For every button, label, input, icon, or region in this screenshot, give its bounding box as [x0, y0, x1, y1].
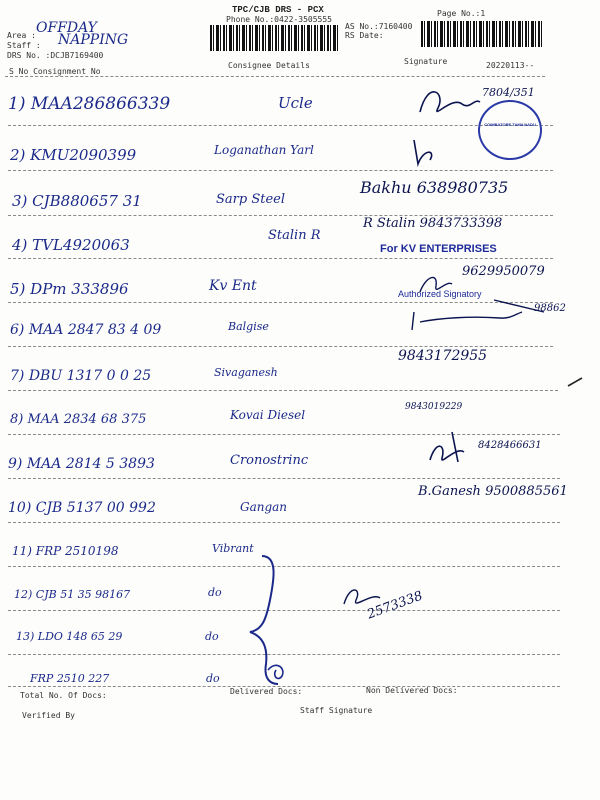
row-9-sign: 8428466631: [478, 440, 542, 451]
staff-label: Staff :: [7, 41, 41, 50]
row-rule: [8, 610, 560, 611]
row-3-entry: 3) CJB880657 31: [12, 192, 142, 210]
area-label: Area :: [7, 31, 36, 40]
stamp-company-name: For KV ENTERPRISES: [380, 243, 497, 255]
row-2-entry: 2) KMU2090399: [10, 146, 137, 164]
row-10-entry: 10) CJB 5137 00 992: [8, 500, 156, 516]
row-1-entry: 1) MAA286866339: [8, 94, 171, 114]
company-stamp: [478, 100, 542, 160]
row-7-sign: 9843172955: [398, 348, 488, 364]
signature-scribble-row-6: [412, 300, 544, 330]
rs-date: RS Date:: [345, 31, 384, 40]
row-7-name: Sivaganesh: [214, 366, 278, 379]
as-number: AS No.:7160400: [345, 22, 413, 31]
signature-scribble-row-13: [344, 590, 380, 604]
row-6-name: Balgise: [228, 320, 269, 333]
non-delivered-docs-label: Non Delivered Docs:: [366, 686, 458, 695]
row-10-sign: B.Ganesh 9500885561: [418, 484, 568, 499]
row-rule: [8, 566, 560, 567]
signature-scribble-row-1: [420, 92, 480, 112]
row-13-name: do: [205, 630, 219, 643]
row-rule: [8, 434, 560, 435]
row-1-sign: 7804/351: [482, 86, 535, 99]
col-consignee-details: Consignee Details: [228, 61, 310, 70]
stamp-ring-text: COIMBATORE TAMILNADU: [484, 122, 536, 127]
page-number: Page No.:1: [437, 9, 486, 18]
row-rule: [8, 478, 560, 479]
row-rule: [8, 654, 560, 655]
row-9-entry: 9) MAA 2814 5 3893: [8, 456, 155, 472]
row-2-name: Loganathan Yarl: [214, 143, 314, 157]
col-signature: Signature: [404, 57, 448, 66]
margin-check-mark: [568, 378, 582, 386]
row-8-sign: 9843019229: [405, 402, 463, 412]
signature-scribble-row-2: [414, 140, 432, 164]
row-14-name: do: [206, 672, 220, 685]
row-13-entry: 13) LDO 148 65 29: [16, 630, 123, 643]
row-rule: [8, 125, 553, 126]
col-sno-consignment: S No Consignment No: [9, 67, 101, 76]
row-rule: [8, 390, 558, 391]
row-6-entry: 6) MAA 2847 83 4 09: [10, 322, 162, 338]
row-3-sign: Bakhu 638980735: [360, 178, 509, 197]
row-rule: [8, 346, 553, 347]
phone-number: Phone No.:0422-3505555: [226, 15, 332, 24]
row-8-entry: 8) MAA 2834 68 375: [10, 412, 147, 427]
stamp-authorized-signatory: Authorized Signatory: [398, 289, 482, 299]
total-docs-label: Total No. Of Docs:: [20, 691, 107, 700]
row-5-entry: 5) DPm 333896: [10, 280, 129, 298]
row-10-name: Gangan: [240, 500, 288, 514]
barcode-right: [421, 21, 543, 47]
barcode-left: [210, 25, 338, 51]
area-value: OFFDAY: [36, 20, 97, 36]
sheet-title: TPC/CJB DRS - PCX: [232, 5, 324, 15]
brace-mark: [250, 556, 278, 684]
staff-value: NAPPING: [58, 32, 129, 48]
row-5-name: Kv Ent: [209, 278, 257, 294]
row-8-name: Kovai Diesel: [230, 408, 306, 422]
row-14-entry: FRP 2510 227: [30, 672, 110, 685]
row-5-sign: 9629950079: [462, 264, 545, 279]
header-rule: [5, 76, 545, 77]
sheet-date: 20220113--: [486, 61, 535, 70]
row-rule: [8, 258, 553, 259]
signature-scribble-row-9: [430, 432, 464, 462]
row-rule: [8, 302, 553, 303]
row-3-name: Sarp Steel: [216, 192, 285, 207]
brace-mark-tail: [268, 665, 283, 678]
row-rule: [8, 170, 553, 171]
row-6-sign: 98862: [534, 303, 566, 314]
drs-number: DRS No. :DCJB7169400: [7, 51, 104, 60]
row-9-name: Cronostrinc: [230, 453, 309, 468]
row-4-name: Stalin R: [268, 228, 321, 243]
verified-by-label: Verified By: [22, 711, 75, 720]
row-12-name: do: [208, 586, 222, 599]
row-rule: [8, 522, 560, 523]
row-11-entry: 11) FRP 2510198: [12, 544, 119, 558]
row-11-name: Vibrant: [212, 542, 254, 555]
row-12-entry: 12) CJB 51 35 98167: [14, 588, 131, 601]
row-7-entry: 7) DBU 1317 0 0 25: [10, 368, 152, 384]
row-13-sign: 2573338: [365, 588, 425, 623]
row-4-sign: R Stalin 9843733398: [363, 216, 503, 231]
staff-signature-label: Staff Signature: [300, 706, 373, 715]
row-1-name: Ucle: [278, 94, 313, 112]
delivered-docs-label: Delivered Docs:: [230, 687, 303, 696]
row-4-entry: 4) TVL4920063: [12, 236, 130, 254]
